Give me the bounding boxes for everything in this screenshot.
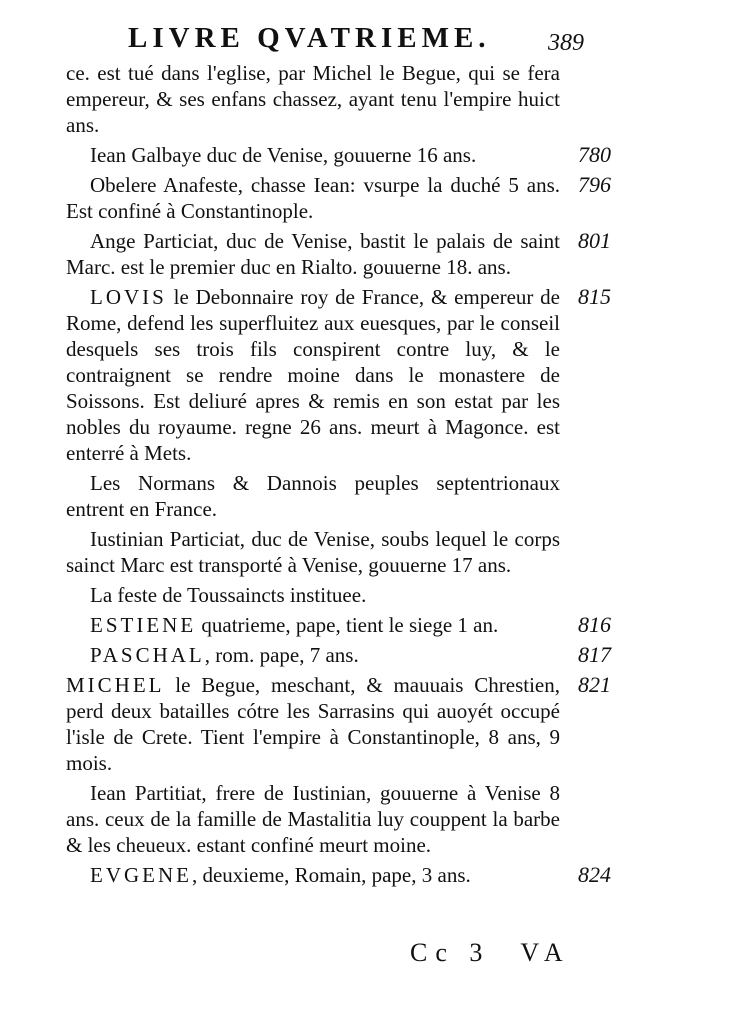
entry-text: , deuxieme, Romain, pape, 3 ans. <box>191 863 471 887</box>
year-margin-note: 816 <box>578 612 611 637</box>
entry-text: Iean Partitiat, frere de Iustinian, gouuerne à Venise 8 ans. ceux de la famille de Mastalitia luy couppent la barbe & les cheueux. estant confiné meurt moine. <box>66 781 560 857</box>
entry-text: quatrieme, pape, tient le siege 1 an. <box>196 613 499 637</box>
entry-1 <box>66 142 611 168</box>
entry-9 <box>66 642 611 668</box>
year-margin-note: 821 <box>578 672 611 697</box>
entry-10 <box>66 672 611 776</box>
year-margin-note: 815 <box>578 284 611 309</box>
entry-lead-name: EVGENE <box>90 863 192 887</box>
year-margin-note: 780 <box>578 142 611 167</box>
entry-lead-name: MICHEL <box>66 673 165 697</box>
signature-mark: Cc 3 <box>410 938 491 967</box>
year-margin-note: 801 <box>578 228 611 253</box>
entry-2 <box>66 172 611 224</box>
entry-text: ce. est tué dans l'eglise, par Michel le Begue, qui se fera empereur, & ses enfans chassez, ayant tenu l'empire huict ans. <box>66 61 560 137</box>
entry-5 <box>66 470 560 522</box>
year-margin-note: 796 <box>578 172 611 197</box>
entry-text: le Begue, meschant, & mauuais Chrestien, perd deux batailles cótre les Sarrasins qui auoyét occupé l'isle de Crete. Tient l'empire à Constantinople, 8 ans, 9 mois. <box>66 673 560 775</box>
entry-0 <box>66 60 560 138</box>
year-margin-note: 824 <box>578 862 611 887</box>
entry-4 <box>66 284 611 466</box>
entry-text: La feste de Toussaincts instituee. <box>90 583 367 607</box>
entry-lead-name: PASCHAL <box>90 643 205 667</box>
entry-text: Iustinian Particiat, duc de Venise, soubs lequel le corps sainct Marc est transporté à Venise, gouuerne 17 ans. <box>66 527 560 577</box>
entry-7 <box>66 582 560 608</box>
entry-text: , rom. pape, 7 ans. <box>204 643 359 667</box>
running-title: LIVRE QVATRIEME. <box>128 22 491 54</box>
entry-lead-name: LOVIS <box>90 285 167 309</box>
entry-text: le Debonnaire roy de France, & empereur de Rome, defend les superfluitez aux euesques, par le conseil desquels ses trois fils conspirent contre luy, & le contraignent se rendre moine dans le monastere de Soissons. Est deliuré apres & remis en son estat par les nobles du royaume. regne 26 ans. meurt à Magonce. est enterré à Mets. <box>66 285 560 465</box>
page-footer <box>410 938 571 968</box>
entry-8 <box>66 612 611 638</box>
entry-text: Obelere Anafeste, chasse Iean: vsurpe la duché 5 ans. Est confiné à Constantinople. <box>66 173 560 223</box>
text-column <box>66 60 611 892</box>
catchword: VA <box>520 938 571 967</box>
entry-12 <box>66 862 611 888</box>
entry-3 <box>66 228 611 280</box>
entry-11 <box>66 780 560 858</box>
page-number: 389 <box>548 30 584 56</box>
year-margin-note: 817 <box>578 642 611 667</box>
entry-text: Les Normans & Dannois peuples septentrionaux entrent en France. <box>66 471 560 521</box>
entry-6 <box>66 526 560 578</box>
entry-text: Ange Particiat, duc de Venise, bastit le palais de saint Marc. est le premier duc en Rialto. gouuerne 18. ans. <box>66 229 560 279</box>
entry-lead-name: ESTIENE <box>90 613 197 637</box>
entry-text: Iean Galbaye duc de Venise, gouuerne 16 ans. <box>90 143 477 167</box>
